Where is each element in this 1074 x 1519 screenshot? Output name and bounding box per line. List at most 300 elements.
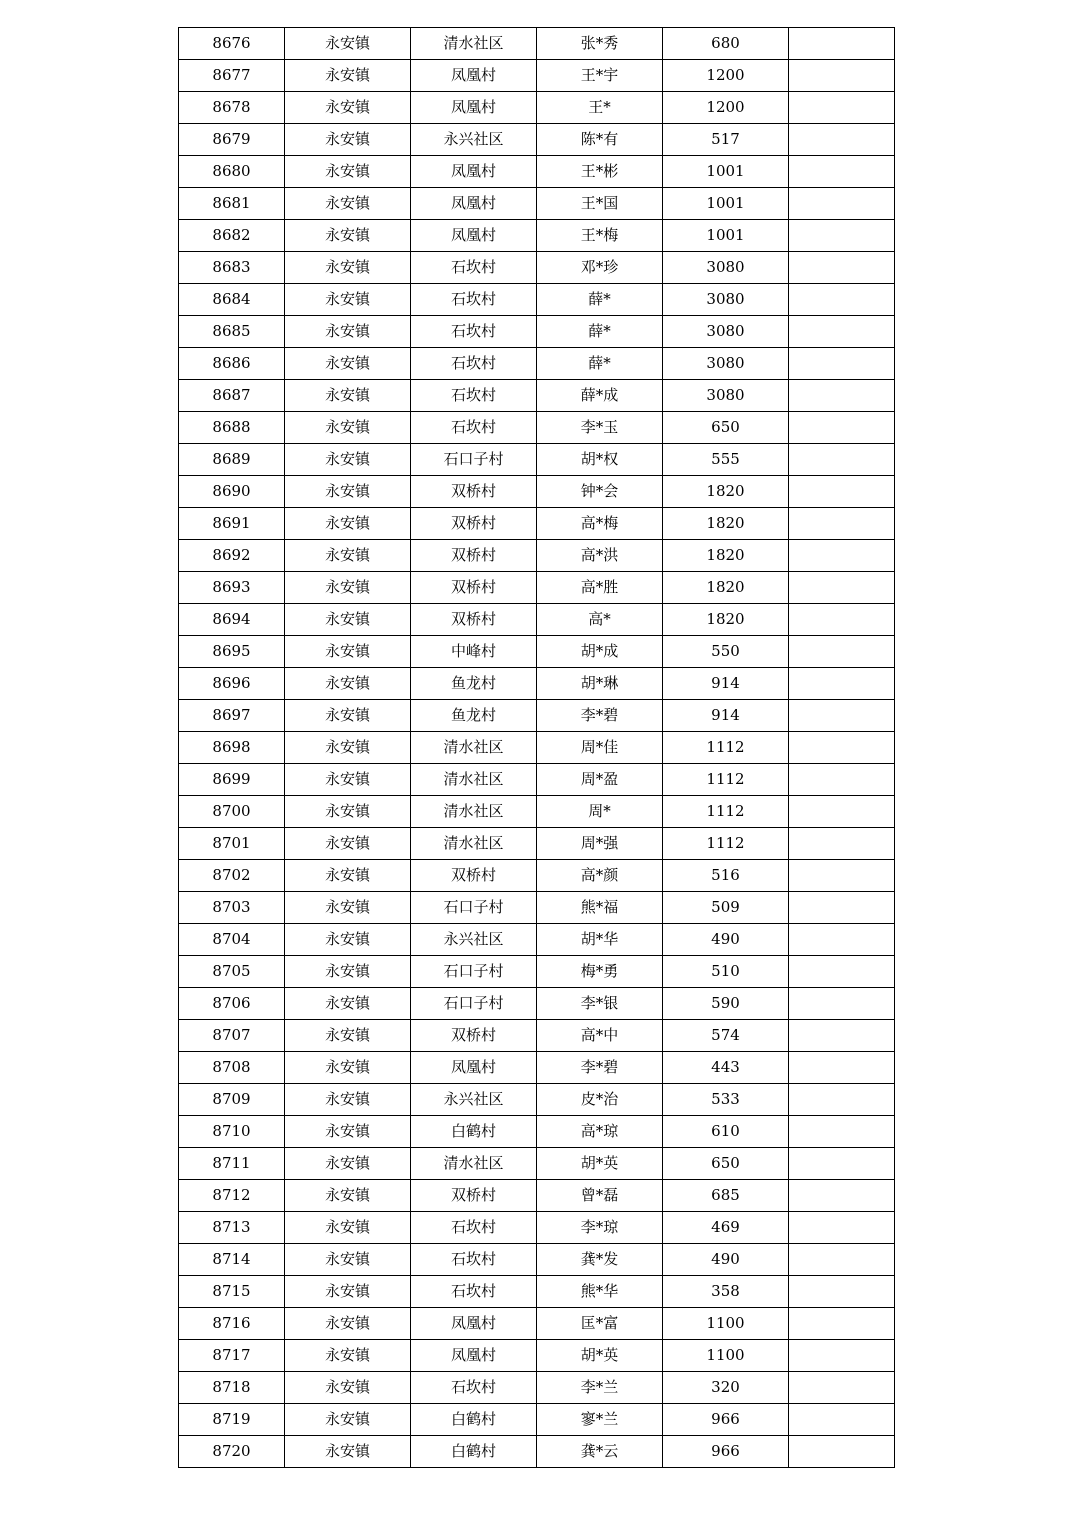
town-cell: 永安镇 bbox=[285, 956, 411, 988]
table-row bbox=[179, 124, 895, 156]
remark-cell bbox=[789, 1436, 895, 1468]
table-row bbox=[179, 700, 895, 732]
serial-number-cell: 8706 bbox=[179, 988, 285, 1020]
serial-number-cell: 8700 bbox=[179, 796, 285, 828]
remark-cell bbox=[789, 412, 895, 444]
amount-cell: 610 bbox=[663, 1116, 789, 1148]
table-row bbox=[179, 60, 895, 92]
village-cell: 石坎村 bbox=[411, 1212, 537, 1244]
village-cell: 石口子村 bbox=[411, 892, 537, 924]
village-cell: 双桥村 bbox=[411, 860, 537, 892]
amount-cell: 1001 bbox=[663, 220, 789, 252]
serial-number-cell: 8679 bbox=[179, 124, 285, 156]
village-cell: 石坎村 bbox=[411, 316, 537, 348]
name-cell: 王*国 bbox=[537, 188, 663, 220]
town-cell: 永安镇 bbox=[285, 700, 411, 732]
name-cell: 周*佳 bbox=[537, 732, 663, 764]
name-cell: 龚*云 bbox=[537, 1436, 663, 1468]
town-cell: 永安镇 bbox=[285, 1020, 411, 1052]
town-cell: 永安镇 bbox=[285, 380, 411, 412]
serial-number-cell: 8682 bbox=[179, 220, 285, 252]
town-cell: 永安镇 bbox=[285, 540, 411, 572]
amount-cell: 509 bbox=[663, 892, 789, 924]
table-row bbox=[179, 380, 895, 412]
name-cell: 高*中 bbox=[537, 1020, 663, 1052]
remark-cell bbox=[789, 572, 895, 604]
village-cell: 凤凰村 bbox=[411, 1340, 537, 1372]
name-cell: 李*银 bbox=[537, 988, 663, 1020]
name-cell: 薛*成 bbox=[537, 380, 663, 412]
name-cell: 龚*发 bbox=[537, 1244, 663, 1276]
amount-cell: 533 bbox=[663, 1084, 789, 1116]
table-row bbox=[179, 988, 895, 1020]
remark-cell bbox=[789, 796, 895, 828]
serial-number-cell: 8687 bbox=[179, 380, 285, 412]
village-cell: 清水社区 bbox=[411, 828, 537, 860]
name-cell: 李*兰 bbox=[537, 1372, 663, 1404]
town-cell: 永安镇 bbox=[285, 124, 411, 156]
town-cell: 永安镇 bbox=[285, 1180, 411, 1212]
town-cell: 永安镇 bbox=[285, 476, 411, 508]
amount-cell: 1200 bbox=[663, 92, 789, 124]
village-cell: 双桥村 bbox=[411, 1020, 537, 1052]
town-cell: 永安镇 bbox=[285, 188, 411, 220]
serial-number-cell: 8697 bbox=[179, 700, 285, 732]
serial-number-cell: 8696 bbox=[179, 668, 285, 700]
village-cell: 白鹤村 bbox=[411, 1116, 537, 1148]
remark-cell bbox=[789, 764, 895, 796]
amount-cell: 914 bbox=[663, 700, 789, 732]
table-row bbox=[179, 1372, 895, 1404]
name-cell: 薛* bbox=[537, 316, 663, 348]
table-row bbox=[179, 1084, 895, 1116]
table-row bbox=[179, 924, 895, 956]
town-cell: 永安镇 bbox=[285, 1372, 411, 1404]
town-cell: 永安镇 bbox=[285, 572, 411, 604]
data-table bbox=[178, 27, 895, 1468]
town-cell: 永安镇 bbox=[285, 92, 411, 124]
table-row bbox=[179, 540, 895, 572]
amount-cell: 3080 bbox=[663, 348, 789, 380]
village-cell: 清水社区 bbox=[411, 764, 537, 796]
village-cell: 凤凰村 bbox=[411, 1308, 537, 1340]
name-cell: 皮*治 bbox=[537, 1084, 663, 1116]
name-cell: 胡*成 bbox=[537, 636, 663, 668]
remark-cell bbox=[789, 604, 895, 636]
table-row bbox=[179, 284, 895, 316]
village-cell: 凤凰村 bbox=[411, 60, 537, 92]
table-row bbox=[179, 572, 895, 604]
serial-number-cell: 8716 bbox=[179, 1308, 285, 1340]
name-cell: 高*琼 bbox=[537, 1116, 663, 1148]
amount-cell: 1112 bbox=[663, 732, 789, 764]
serial-number-cell: 8694 bbox=[179, 604, 285, 636]
remark-cell bbox=[789, 1340, 895, 1372]
village-cell: 白鹤村 bbox=[411, 1404, 537, 1436]
town-cell: 永安镇 bbox=[285, 1308, 411, 1340]
remark-cell bbox=[789, 60, 895, 92]
serial-number-cell: 8680 bbox=[179, 156, 285, 188]
amount-cell: 1820 bbox=[663, 508, 789, 540]
serial-number-cell: 8720 bbox=[179, 1436, 285, 1468]
remark-cell bbox=[789, 540, 895, 572]
table-row bbox=[179, 828, 895, 860]
village-cell: 凤凰村 bbox=[411, 92, 537, 124]
name-cell: 薛* bbox=[537, 284, 663, 316]
amount-cell: 555 bbox=[663, 444, 789, 476]
remark-cell bbox=[789, 668, 895, 700]
town-cell: 永安镇 bbox=[285, 924, 411, 956]
village-cell: 石坎村 bbox=[411, 1244, 537, 1276]
amount-cell: 320 bbox=[663, 1372, 789, 1404]
town-cell: 永安镇 bbox=[285, 1212, 411, 1244]
name-cell: 李*玉 bbox=[537, 412, 663, 444]
village-cell: 凤凰村 bbox=[411, 188, 537, 220]
serial-number-cell: 8691 bbox=[179, 508, 285, 540]
amount-cell: 1100 bbox=[663, 1308, 789, 1340]
amount-cell: 650 bbox=[663, 1148, 789, 1180]
remark-cell bbox=[789, 444, 895, 476]
remark-cell bbox=[789, 1404, 895, 1436]
amount-cell: 1001 bbox=[663, 156, 789, 188]
amount-cell: 550 bbox=[663, 636, 789, 668]
town-cell: 永安镇 bbox=[285, 732, 411, 764]
amount-cell: 1820 bbox=[663, 604, 789, 636]
amount-cell: 490 bbox=[663, 1244, 789, 1276]
village-cell: 凤凰村 bbox=[411, 220, 537, 252]
serial-number-cell: 8708 bbox=[179, 1052, 285, 1084]
town-cell: 永安镇 bbox=[285, 1084, 411, 1116]
name-cell: 陈*有 bbox=[537, 124, 663, 156]
amount-cell: 1820 bbox=[663, 540, 789, 572]
village-cell: 石坎村 bbox=[411, 284, 537, 316]
village-cell: 清水社区 bbox=[411, 1148, 537, 1180]
remark-cell bbox=[789, 252, 895, 284]
name-cell: 高*颜 bbox=[537, 860, 663, 892]
serial-number-cell: 8681 bbox=[179, 188, 285, 220]
remark-cell bbox=[789, 732, 895, 764]
town-cell: 永安镇 bbox=[285, 1244, 411, 1276]
name-cell: 高*胜 bbox=[537, 572, 663, 604]
amount-cell: 590 bbox=[663, 988, 789, 1020]
serial-number-cell: 8702 bbox=[179, 860, 285, 892]
town-cell: 永安镇 bbox=[285, 1148, 411, 1180]
remark-cell bbox=[789, 28, 895, 60]
town-cell: 永安镇 bbox=[285, 668, 411, 700]
table-row bbox=[179, 732, 895, 764]
village-cell: 永兴社区 bbox=[411, 1084, 537, 1116]
remark-cell bbox=[789, 1052, 895, 1084]
amount-cell: 650 bbox=[663, 412, 789, 444]
serial-number-cell: 8712 bbox=[179, 1180, 285, 1212]
remark-cell bbox=[789, 1372, 895, 1404]
name-cell: 王*宇 bbox=[537, 60, 663, 92]
remark-cell bbox=[789, 636, 895, 668]
table-row bbox=[179, 1436, 895, 1468]
village-cell: 鱼龙村 bbox=[411, 668, 537, 700]
village-cell: 石坎村 bbox=[411, 1372, 537, 1404]
remark-cell bbox=[789, 156, 895, 188]
village-cell: 石口子村 bbox=[411, 444, 537, 476]
town-cell: 永安镇 bbox=[285, 604, 411, 636]
serial-number-cell: 8695 bbox=[179, 636, 285, 668]
amount-cell: 3080 bbox=[663, 316, 789, 348]
village-cell: 石坎村 bbox=[411, 412, 537, 444]
amount-cell: 1820 bbox=[663, 476, 789, 508]
remark-cell bbox=[789, 1212, 895, 1244]
name-cell: 寥*兰 bbox=[537, 1404, 663, 1436]
town-cell: 永安镇 bbox=[285, 508, 411, 540]
name-cell: 胡*琳 bbox=[537, 668, 663, 700]
serial-number-cell: 8698 bbox=[179, 732, 285, 764]
town-cell: 永安镇 bbox=[285, 156, 411, 188]
village-cell: 永兴社区 bbox=[411, 124, 537, 156]
remark-cell bbox=[789, 1308, 895, 1340]
serial-number-cell: 8714 bbox=[179, 1244, 285, 1276]
name-cell: 周* bbox=[537, 796, 663, 828]
amount-cell: 1112 bbox=[663, 828, 789, 860]
village-cell: 石坎村 bbox=[411, 348, 537, 380]
town-cell: 永安镇 bbox=[285, 988, 411, 1020]
serial-number-cell: 8693 bbox=[179, 572, 285, 604]
serial-number-cell: 8690 bbox=[179, 476, 285, 508]
table-row bbox=[179, 252, 895, 284]
amount-cell: 1112 bbox=[663, 764, 789, 796]
name-cell: 李*碧 bbox=[537, 700, 663, 732]
table-row bbox=[179, 316, 895, 348]
town-cell: 永安镇 bbox=[285, 796, 411, 828]
serial-number-cell: 8704 bbox=[179, 924, 285, 956]
remark-cell bbox=[789, 1020, 895, 1052]
amount-cell: 1112 bbox=[663, 796, 789, 828]
amount-cell: 3080 bbox=[663, 284, 789, 316]
town-cell: 永安镇 bbox=[285, 828, 411, 860]
name-cell: 王*梅 bbox=[537, 220, 663, 252]
name-cell: 熊*华 bbox=[537, 1276, 663, 1308]
name-cell: 匡*富 bbox=[537, 1308, 663, 1340]
remark-cell bbox=[789, 188, 895, 220]
serial-number-cell: 8707 bbox=[179, 1020, 285, 1052]
name-cell: 周*盈 bbox=[537, 764, 663, 796]
remark-cell bbox=[789, 476, 895, 508]
table-row bbox=[179, 476, 895, 508]
serial-number-cell: 8692 bbox=[179, 540, 285, 572]
village-cell: 双桥村 bbox=[411, 540, 537, 572]
remark-cell bbox=[789, 284, 895, 316]
remark-cell bbox=[789, 124, 895, 156]
amount-cell: 516 bbox=[663, 860, 789, 892]
amount-cell: 3080 bbox=[663, 380, 789, 412]
table-row bbox=[179, 860, 895, 892]
town-cell: 永安镇 bbox=[285, 1404, 411, 1436]
village-cell: 鱼龙村 bbox=[411, 700, 537, 732]
town-cell: 永安镇 bbox=[285, 1052, 411, 1084]
town-cell: 永安镇 bbox=[285, 636, 411, 668]
village-cell: 双桥村 bbox=[411, 1180, 537, 1212]
village-cell: 石口子村 bbox=[411, 988, 537, 1020]
name-cell: 胡*华 bbox=[537, 924, 663, 956]
remark-cell bbox=[789, 92, 895, 124]
table-row bbox=[179, 188, 895, 220]
table-row bbox=[179, 1404, 895, 1436]
table-row bbox=[179, 1308, 895, 1340]
remark-cell bbox=[789, 860, 895, 892]
amount-cell: 1100 bbox=[663, 1340, 789, 1372]
remark-cell bbox=[789, 348, 895, 380]
town-cell: 永安镇 bbox=[285, 412, 411, 444]
serial-number-cell: 8709 bbox=[179, 1084, 285, 1116]
town-cell: 永安镇 bbox=[285, 1340, 411, 1372]
name-cell: 胡*英 bbox=[537, 1340, 663, 1372]
remark-cell bbox=[789, 316, 895, 348]
name-cell: 周*强 bbox=[537, 828, 663, 860]
amount-cell: 517 bbox=[663, 124, 789, 156]
table-row bbox=[179, 956, 895, 988]
town-cell: 永安镇 bbox=[285, 60, 411, 92]
village-cell: 清水社区 bbox=[411, 796, 537, 828]
serial-number-cell: 8710 bbox=[179, 1116, 285, 1148]
serial-number-cell: 8717 bbox=[179, 1340, 285, 1372]
serial-number-cell: 8684 bbox=[179, 284, 285, 316]
amount-cell: 685 bbox=[663, 1180, 789, 1212]
remark-cell bbox=[789, 220, 895, 252]
serial-number-cell: 8701 bbox=[179, 828, 285, 860]
table-row bbox=[179, 28, 895, 60]
village-cell: 双桥村 bbox=[411, 508, 537, 540]
table-row bbox=[179, 636, 895, 668]
amount-cell: 358 bbox=[663, 1276, 789, 1308]
town-cell: 永安镇 bbox=[285, 220, 411, 252]
name-cell: 胡*英 bbox=[537, 1148, 663, 1180]
name-cell: 高* bbox=[537, 604, 663, 636]
remark-cell bbox=[789, 988, 895, 1020]
table-row bbox=[179, 604, 895, 636]
remark-cell bbox=[789, 508, 895, 540]
table-row bbox=[179, 1116, 895, 1148]
table-row bbox=[179, 1052, 895, 1084]
name-cell: 薛* bbox=[537, 348, 663, 380]
village-cell: 双桥村 bbox=[411, 476, 537, 508]
serial-number-cell: 8699 bbox=[179, 764, 285, 796]
name-cell: 李*碧 bbox=[537, 1052, 663, 1084]
name-cell: 高*梅 bbox=[537, 508, 663, 540]
town-cell: 永安镇 bbox=[285, 348, 411, 380]
amount-cell: 966 bbox=[663, 1404, 789, 1436]
table-body bbox=[179, 28, 895, 1468]
table-row bbox=[179, 444, 895, 476]
serial-number-cell: 8715 bbox=[179, 1276, 285, 1308]
name-cell: 梅*勇 bbox=[537, 956, 663, 988]
name-cell: 高*洪 bbox=[537, 540, 663, 572]
remark-cell bbox=[789, 828, 895, 860]
remark-cell bbox=[789, 1148, 895, 1180]
name-cell: 张*秀 bbox=[537, 28, 663, 60]
serial-number-cell: 8713 bbox=[179, 1212, 285, 1244]
amount-cell: 1001 bbox=[663, 188, 789, 220]
amount-cell: 574 bbox=[663, 1020, 789, 1052]
serial-number-cell: 8711 bbox=[179, 1148, 285, 1180]
serial-number-cell: 8689 bbox=[179, 444, 285, 476]
table-row bbox=[179, 1180, 895, 1212]
village-cell: 凤凰村 bbox=[411, 1052, 537, 1084]
village-cell: 双桥村 bbox=[411, 604, 537, 636]
amount-cell: 1200 bbox=[663, 60, 789, 92]
table-row bbox=[179, 1340, 895, 1372]
village-cell: 双桥村 bbox=[411, 572, 537, 604]
table-row bbox=[179, 892, 895, 924]
amount-cell: 490 bbox=[663, 924, 789, 956]
table-row bbox=[179, 668, 895, 700]
amount-cell: 914 bbox=[663, 668, 789, 700]
serial-number-cell: 8676 bbox=[179, 28, 285, 60]
town-cell: 永安镇 bbox=[285, 316, 411, 348]
table-row bbox=[179, 92, 895, 124]
town-cell: 永安镇 bbox=[285, 284, 411, 316]
village-cell: 石坎村 bbox=[411, 252, 537, 284]
town-cell: 永安镇 bbox=[285, 860, 411, 892]
remark-cell bbox=[789, 924, 895, 956]
town-cell: 永安镇 bbox=[285, 892, 411, 924]
amount-cell: 966 bbox=[663, 1436, 789, 1468]
serial-number-cell: 8678 bbox=[179, 92, 285, 124]
village-cell: 白鹤村 bbox=[411, 1436, 537, 1468]
table-row bbox=[179, 1212, 895, 1244]
remark-cell bbox=[789, 1244, 895, 1276]
village-cell: 石坎村 bbox=[411, 380, 537, 412]
name-cell: 胡*权 bbox=[537, 444, 663, 476]
serial-number-cell: 8705 bbox=[179, 956, 285, 988]
village-cell: 清水社区 bbox=[411, 28, 537, 60]
town-cell: 永安镇 bbox=[285, 1436, 411, 1468]
remark-cell bbox=[789, 956, 895, 988]
village-cell: 清水社区 bbox=[411, 732, 537, 764]
amount-cell: 1820 bbox=[663, 572, 789, 604]
table-row bbox=[179, 220, 895, 252]
name-cell: 熊*福 bbox=[537, 892, 663, 924]
serial-number-cell: 8703 bbox=[179, 892, 285, 924]
remark-cell bbox=[789, 892, 895, 924]
serial-number-cell: 8686 bbox=[179, 348, 285, 380]
amount-cell: 510 bbox=[663, 956, 789, 988]
amount-cell: 3080 bbox=[663, 252, 789, 284]
village-cell: 凤凰村 bbox=[411, 156, 537, 188]
amount-cell: 680 bbox=[663, 28, 789, 60]
table-row bbox=[179, 1148, 895, 1180]
serial-number-cell: 8683 bbox=[179, 252, 285, 284]
remark-cell bbox=[789, 700, 895, 732]
remark-cell bbox=[789, 380, 895, 412]
name-cell: 王*彬 bbox=[537, 156, 663, 188]
table-row bbox=[179, 1020, 895, 1052]
remark-cell bbox=[789, 1116, 895, 1148]
serial-number-cell: 8677 bbox=[179, 60, 285, 92]
town-cell: 永安镇 bbox=[285, 1116, 411, 1148]
town-cell: 永安镇 bbox=[285, 444, 411, 476]
village-cell: 永兴社区 bbox=[411, 924, 537, 956]
table-row bbox=[179, 348, 895, 380]
name-cell: 钟*会 bbox=[537, 476, 663, 508]
table-row bbox=[179, 508, 895, 540]
serial-number-cell: 8719 bbox=[179, 1404, 285, 1436]
table-row bbox=[179, 1276, 895, 1308]
name-cell: 王* bbox=[537, 92, 663, 124]
table-row bbox=[179, 412, 895, 444]
amount-cell: 443 bbox=[663, 1052, 789, 1084]
table-row bbox=[179, 796, 895, 828]
amount-cell: 469 bbox=[663, 1212, 789, 1244]
table-row bbox=[179, 156, 895, 188]
village-cell: 中峰村 bbox=[411, 636, 537, 668]
